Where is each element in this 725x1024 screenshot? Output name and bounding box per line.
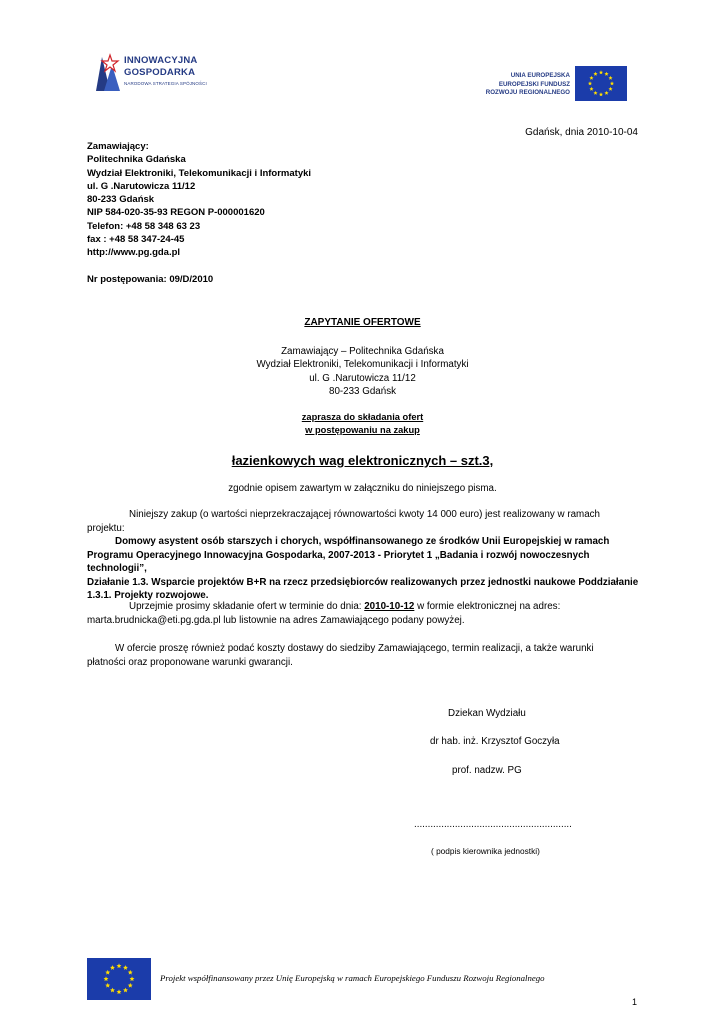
orderer-line: NIP 584-020-35-93 REGON P-000001620 (87, 207, 265, 219)
orderer-block (87, 140, 311, 286)
signature-role: Dziekan Wydziału (448, 708, 526, 719)
orderer-line: 80-233 Gdańsk (87, 194, 155, 206)
orderer-line: Wydział Elektroniki, Telekomunikacji i Informatyki (87, 167, 312, 179)
eu-star-icon (117, 963, 122, 968)
invite-line2: w postępowaniu na zakup (305, 424, 420, 435)
center-address-line: Zamawiający – Politechnika Gdańska (281, 346, 444, 357)
project-paragraph-line: projektu: (87, 522, 125, 534)
ig-logo-line1: INNOWACYJNA (124, 55, 198, 66)
ig-emblem-icon (92, 53, 122, 93)
page-number: 1 (632, 997, 638, 1007)
orderer-website: http://www.pg.gda.pl (87, 247, 181, 259)
invite-block (0, 411, 725, 436)
eu-logo-text (430, 72, 570, 98)
eu-star-icon (588, 81, 592, 85)
eu-star-icon (610, 81, 614, 85)
deadline-text-after: w formie elektronicznej na adres: (414, 601, 561, 612)
eu-star-icon (117, 989, 122, 994)
eu-star-icon (608, 87, 612, 91)
subject-heading: łazienkowych wag elektronicznych – szt.3, (231, 453, 494, 468)
eu-star-icon (599, 70, 603, 74)
project-paragraph (87, 508, 647, 603)
eu-star-icon (589, 87, 593, 91)
footer-eu-flag-icon (87, 958, 151, 1000)
eu-star-icon (604, 72, 608, 76)
deadline-text: Uprzejmie prosimy składanie ofert w terminie do dnia: (129, 601, 365, 612)
case-number: Nr postępowania: 09/D/2010 (87, 273, 214, 285)
orderer-line: Telefon: +48 58 348 63 23 (87, 220, 201, 232)
eu-star-icon (589, 76, 593, 80)
project-name-line: Programu Operacyjnego Innowacyjna Gospodarka, 2007-2013 - Priorytet 1 „Badania i rozwój nowoczesnych technologii”, (87, 549, 590, 574)
eu-star-icon (105, 970, 110, 975)
ig-logo-line2: GOSPODARKA (124, 67, 196, 78)
eu-star-icon (128, 970, 133, 975)
eu-star-icon (604, 91, 608, 95)
orderer-line: ul. G .Narutowicza 11/12 (87, 180, 196, 192)
center-address-line: 80-233 Gdańsk (329, 385, 396, 397)
footer-text: Projekt współfinansowany przez Unię Europejską w ramach Europejskiego Funduszu Rozwoju Regionalnego (160, 973, 545, 983)
eu-star-icon (123, 965, 128, 970)
eu-logo-line2: EUROPEJSKI FUNDUSZ (498, 80, 570, 88)
center-address-line: Wydział Elektroniki, Telekomunikacji i Informatyki (256, 359, 469, 371)
deadline-paragraph (87, 600, 647, 627)
center-address-line: ul. G .Narutowicza 11/12 (309, 372, 416, 384)
signature-name: dr hab. inż. Krzysztof Goczyła (430, 736, 560, 747)
offer-requirements-line: W ofercie proszę również podać koszty dostawy do siedziby Zamawiającego, termin realizacji, a także warunki (115, 643, 594, 654)
project-name-line: 1.3.1. Projekty rozwojowe. (87, 590, 209, 601)
subject-note: zgodnie opisem zawartym w załączniku do niniejszego pisma. (228, 483, 497, 494)
ig-logo-line3: NARODOWA STRATEGIA SPÓJNOŚCI (124, 81, 207, 86)
eu-star-icon (104, 976, 109, 981)
signature-caption: ( podpis kierownika jednostki) (431, 846, 540, 856)
document-date: Gdańsk, dnia 2010-10-04 (525, 127, 638, 138)
offer-requirements-paragraph (87, 642, 647, 669)
eu-star-icon (105, 983, 110, 988)
signature-title: prof. nadzw. PG (452, 765, 522, 776)
eu-star-icon (110, 965, 115, 970)
center-address (0, 345, 725, 398)
project-name-line: Działanie 1.3. Wsparcie projektów B+R na rzecz przedsiębiorców realizowanych przez jednostki naukowe Poddziałanie (87, 576, 639, 588)
eu-star-icon (128, 983, 133, 988)
invite-line1: zaprasza do składania ofert (301, 412, 424, 422)
orderer-line: fax : +48 58 347-24-45 (87, 234, 185, 246)
eu-star-icon (123, 988, 128, 993)
deadline-email-line: marta.brudnicka@eti.pg.gda.pl lub listownie na adres Zamawiającego podany powyżej. (87, 614, 465, 626)
eu-logo-line1: UNIA EUROPEJSKA (510, 72, 570, 79)
eu-star-icon (593, 91, 597, 95)
eu-star-icon (110, 988, 115, 993)
eu-logo-line3: ROZWOJU REGIONALNEGO (485, 89, 570, 96)
deadline-date: 2010-10-12 (364, 601, 415, 612)
innowacyjna-gospodarka-logo (92, 47, 228, 107)
eu-star-icon (599, 92, 603, 96)
eu-star-icon (130, 976, 135, 981)
offer-requirements-line: płatności oraz proponowane warunki gwarancji. (87, 656, 293, 668)
project-paragraph-line: Niniejszy zakup (o wartości nieprzekraczającej równowartości kwoty 14 000 euro) jest realizowany w ramach (129, 509, 600, 520)
orderer-line: Politechnika Gdańska (87, 154, 186, 166)
eu-flag-icon (575, 66, 627, 101)
signature-line: .......................................................... (414, 819, 572, 830)
project-name-line: Domowy asystent osób starszych i chorych, współfinansowanego ze środków Unii Europejskiej w ramach (115, 536, 610, 547)
eu-star-icon (593, 72, 597, 76)
document-title: ZAPYTANIE OFERTOWE (304, 317, 421, 328)
eu-star-icon (608, 76, 612, 80)
orderer-label: Zamawiający: (87, 141, 149, 152)
